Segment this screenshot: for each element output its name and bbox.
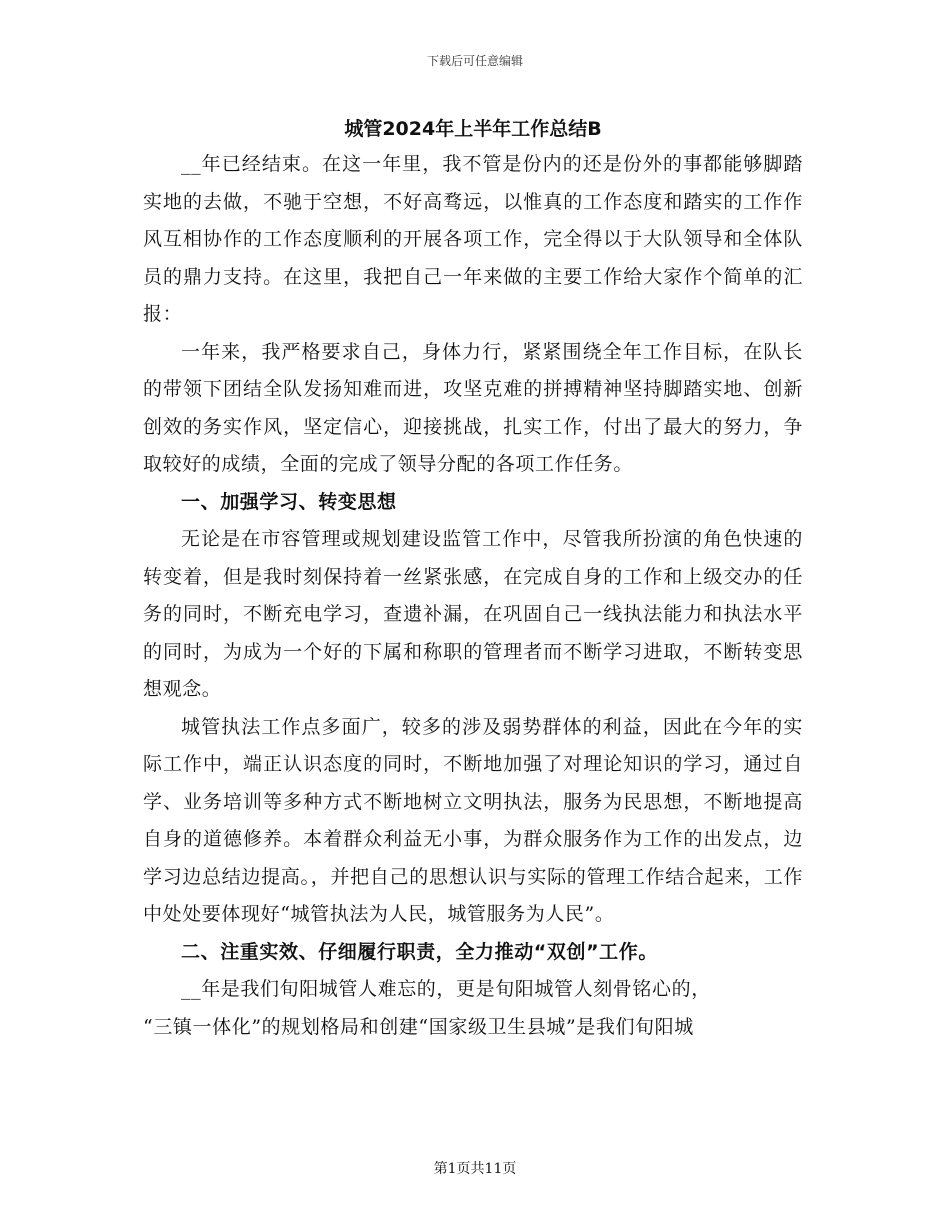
paragraph-enforcement: 城管执法工作点多面广，较多的涉及弱势群体的利益，因此在今年的实际工作中，端正认识态度的同时，不断地加强了对理论知识的学习，通过自学、业务培训等多种方式不断地树立文明执法，服务为民思想，不断地提高自身的道德修养。本着群众利益无小事，为群众服务作为工作的出发点，边学习边总结边提高。，并把自己的思想认识与实际的管理工作结合起来，工作中处处要体现好“城管执法为人民，城管服务为人民”。	[143, 715, 803, 925]
document-body	[143, 112, 803, 1046]
paragraph-study: 无论是在市容管理或规划建设监管工作中，尽管我所扮演的角色快速的转变着，但是我时刻保持着一丝紧张感，在完成自身的工作和上级交办的任务的同时，不断充电学习，查遗补漏，在巩固自己一线执法能力和执法水平的同时，为成为一个好的下属和称职的管理者而不断学习进取，不断转变思想观念。	[143, 528, 803, 700]
paragraph-year-memory: __年是我们旬阳城管人难忘的，更是旬阳城管人刻骨铭心的，	[181, 978, 711, 1000]
page-header-note: 下载后可任意编辑	[426, 54, 523, 68]
paragraph-overview: 一年来，我严格要求自己，身体力行，紧紧围绕全年工作目标，在队长的带领下团结全队发扬知难而进，攻坚克难的拼搏精神坚持脚踏实地、创新创效的务实作风，坚定信心，迎接挑战，扎实工作，付出了最大的努力，争取较好的成绩，全面的完成了领导分配的各项工作任务。	[143, 340, 803, 475]
document-title: 城管2024年上半年工作总结B	[344, 118, 602, 140]
paragraph-continuation: “三镇一体化”的规划格局和创建“国家级卫生县城”是我们旬阳城	[143, 1015, 694, 1038]
paragraph-intro: __年已经结束。在这一年里，我不管是份内的还是份外的事都能够脚踏实地的去做，不驰于空想，不好高骛远，以惟真的工作态度和踏实的工作作风互相协作的工作态度顺利的开展各项工作，完全得以于大队领导和全体队员的鼎力支持。在这里，我把自己一年来做的主要工作给大家作个简单的汇报：	[143, 153, 803, 325]
section-heading-2: 二、注重实效、仔细履行职责，全力推动“双创”工作。	[181, 940, 658, 963]
page-number-footer: 第1页共11页	[433, 1161, 517, 1177]
section-heading-1: 一、加强学习、转变思想	[181, 490, 397, 513]
